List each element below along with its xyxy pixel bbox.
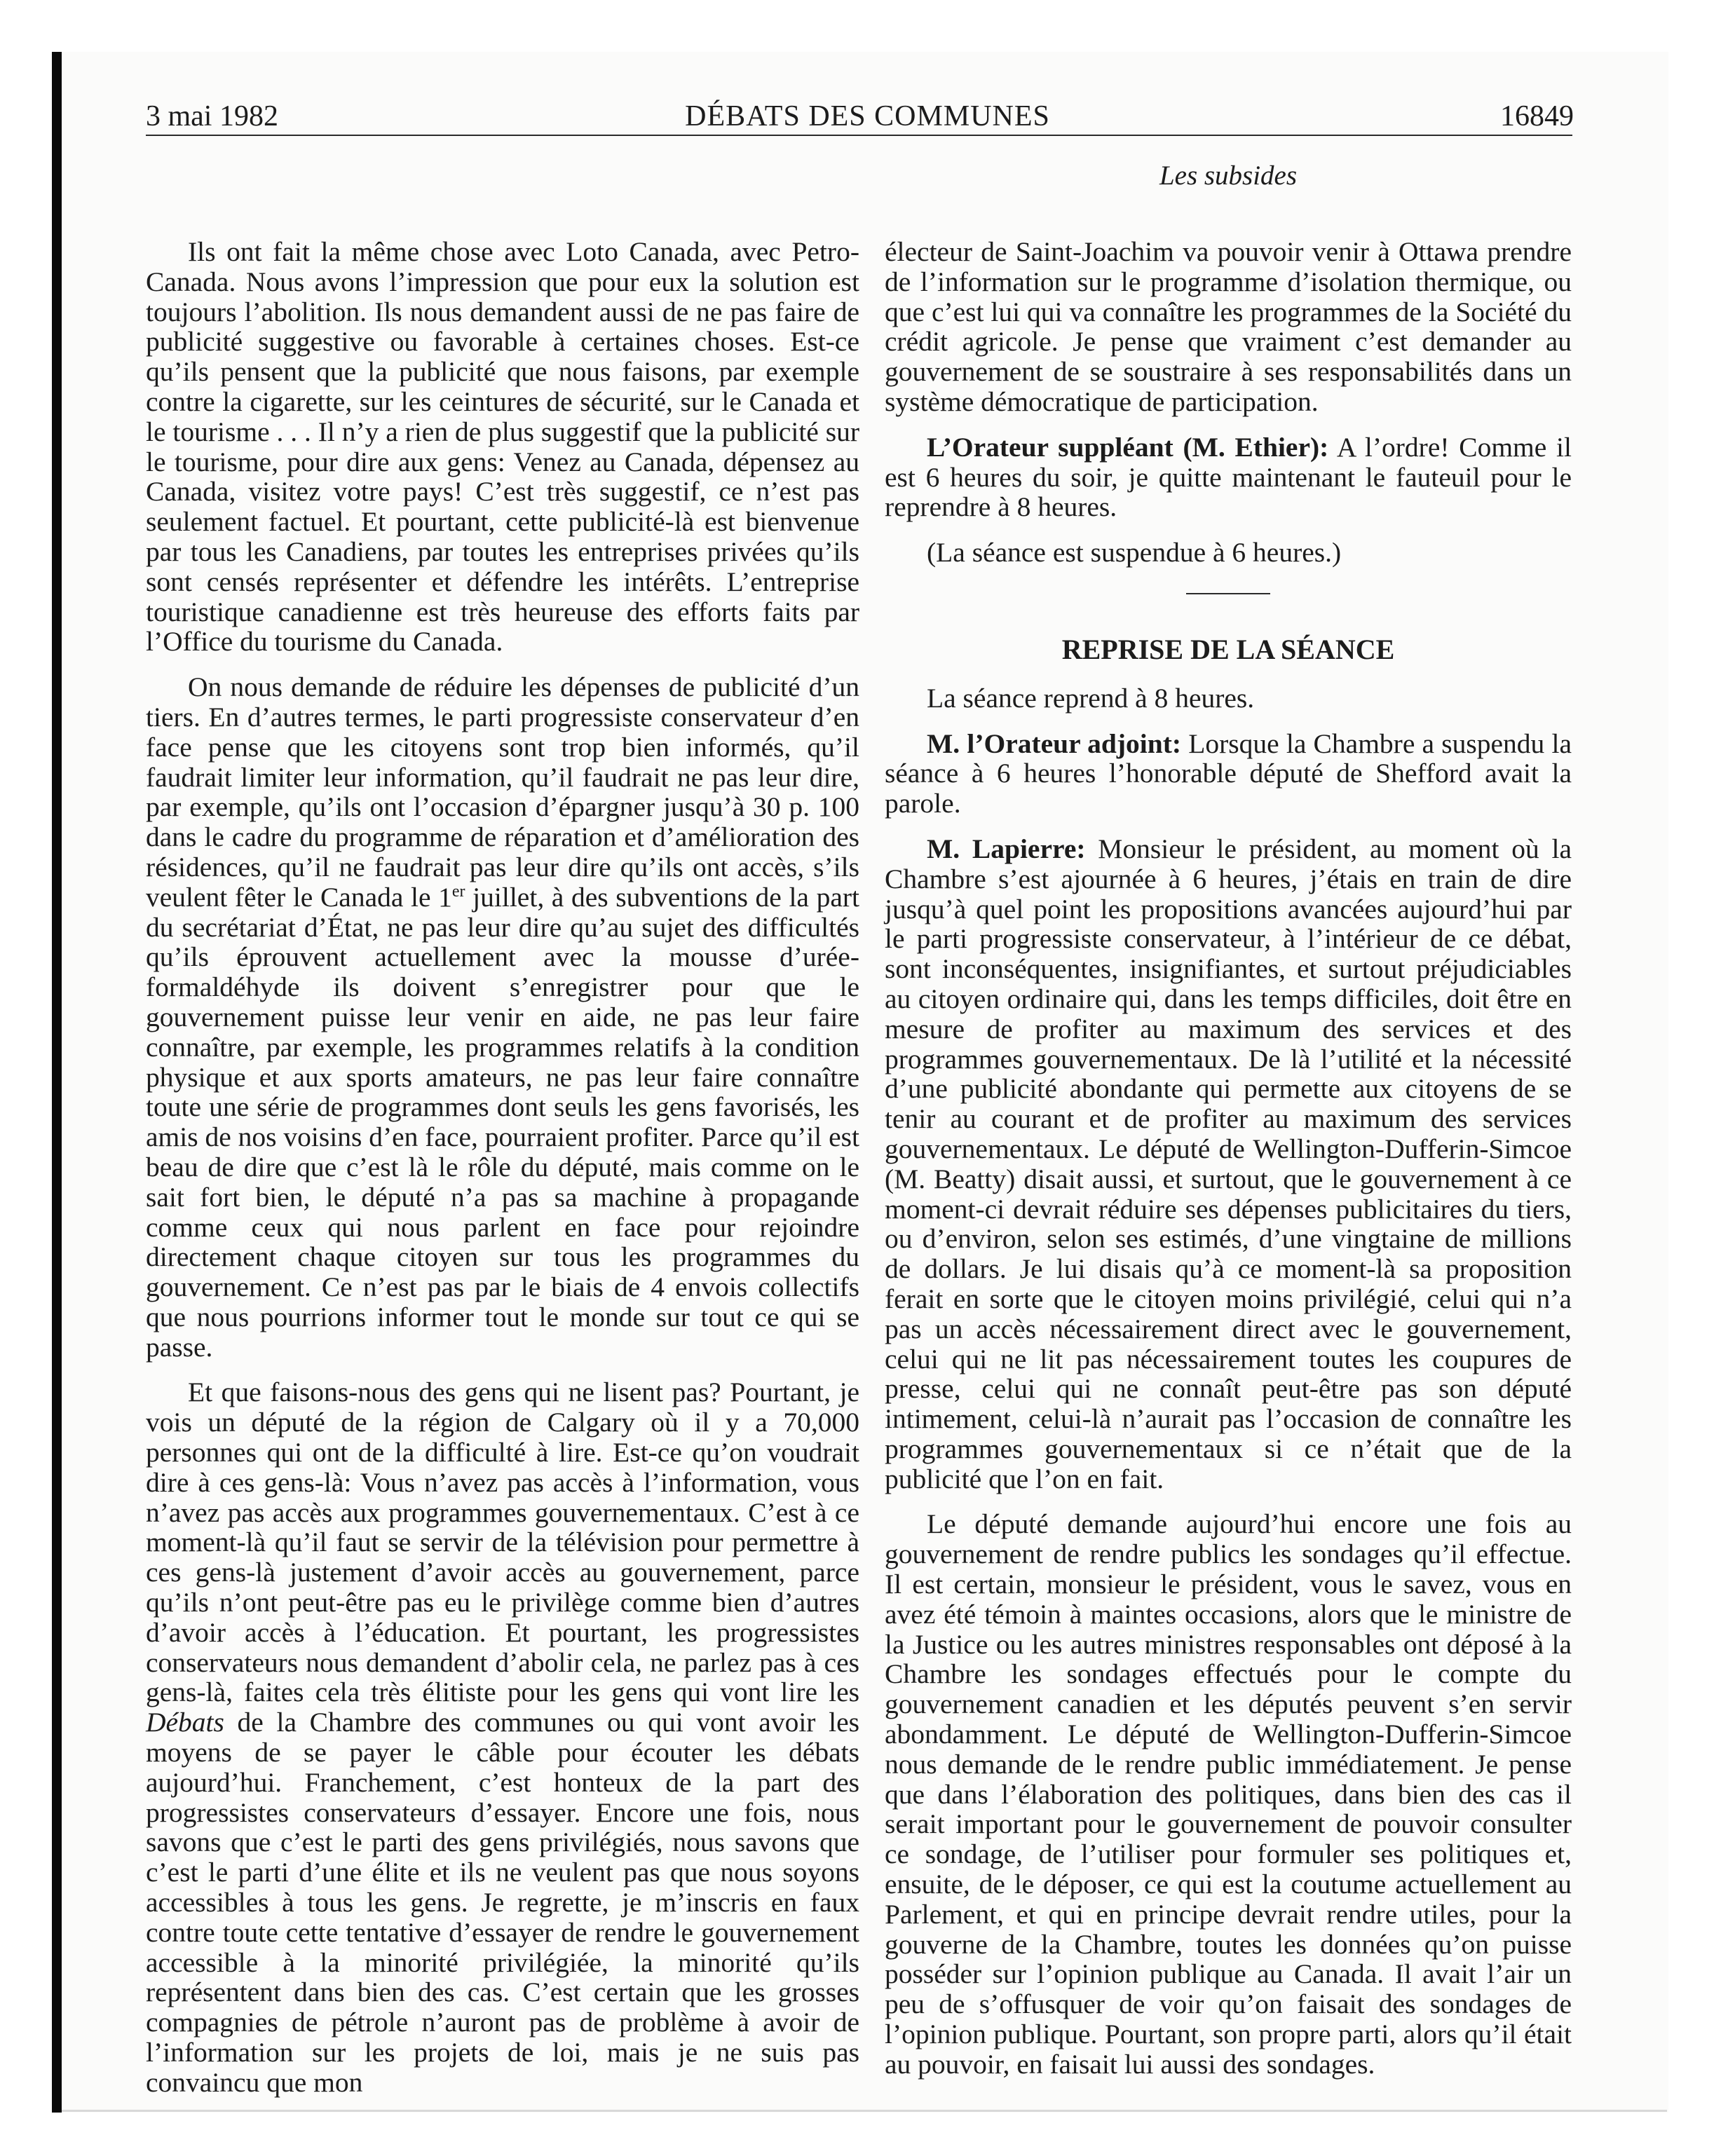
paragraph [885, 432, 1572, 522]
paragraph: (La séance est suspendue à 6 heures.) [927, 537, 1342, 568]
section-divider [1186, 593, 1270, 594]
section-title: REPRISE DE LA SÉANCE [1061, 633, 1395, 665]
paragraph-text: de la Chambre des communes ou qui vont avoir les moyens de se payer le câble pour écouter les débats aujourd’hui. Franchement, c’est honteux de la part des progressistes conservateurs d’essayer. Encore une fois, nous savons que c’est le parti des gens privilégiés, nous savons que c’est le parti d’une élite et ils ne veulent pas que nous soyons accessibles à tous les gens. Je regrette, je m’inscris en faux contre toute cette tentative d’essayer de rendre le gouvernement accessible à la minorité privilégiée, la minorité qu’ils représentent dans bien des cas. C’est certain que les grosses compagnies de pétrole n’auront pas de problème à avoir de l’information sur les projets de loi, mais je ne suis pas convaincu que mon [146, 1707, 859, 2098]
header-date: 3 mai 1982 [146, 100, 278, 132]
speaker-name: M. l’Orateur adjoint: [927, 728, 1182, 759]
paragraph-text: Monsieur le président, au moment où la Chambre s’est ajournée à 6 heures, j’étais en train de dire jusqu’à quel point les propositions avancées aujourd’hui par le parti progressiste conservateur, à l’intérieur de ce débat, sont inconséquentes, insignifiantes, et surtout préjudiciables au citoyen ordinaire qui, dans les temps difficiles, doit être en mesure de profiter au maximum des services et des programmes gouvernementaux. De là l’utilité et la nécessité d’une publicité abondante qui permette aux citoyens de se tenir au courant et de profiter au maximum des services gouvernementaux. Le député de Wellington-Dufferin-Simcoe (M. Beatty) disait aussi, et surtout, que le gouvernement à ce moment-ci devrait réduire ses dépenses publicitaires du tiers, ou d’environ, selon ses estimés, d’une vingtaine de millions de dollars. Je lui disais qu’à ce moment-là sa proposition ferait en sorte que le citoyen moins privilégié, celui qui n’a pas un accès nécessairement direct avec le gouvernement, celui qui ne lit pas nécessairement toutes les coupures de presse, celui qui ne connaît peut-être pas son député intimement, celui-là n’aurait pas l’occasion de connaître les programmes gouvernementaux si ce n’était que de la publicité que l’on en fait. [885, 833, 1572, 1494]
paragraph [146, 672, 859, 1362]
speaker-name: L’Orateur suppléant (M. Ethier): [927, 431, 1329, 463]
running-head: Les subsides [1159, 161, 1298, 191]
paragraph [885, 729, 1572, 819]
scan-edge-bar [52, 52, 62, 2113]
superscript: er [451, 882, 465, 901]
paragraph: Le député demande aujourd’hui encore une fois au gouvernement de rendre publics les sondages qu’il effectue. Il est certain, monsieur le président, vous le savez, vous en avez été témoin à maintes occasions, alors que le ministre de la Justice ou les autres ministres responsables ont déposé à la Chambre les sondages effectués pour le compte du gouvernement canadien et les députés peuvent s’en servir abondamment. Le député de Wellington-Dufferin-Simcoe nous demande de le rendre public immédiatement. Je pense que dans l’élaboration des politiques, dans bien des cas il serait important pour le gouvernement de pouvoir consulter ce sondage, de l’utiliser pour formuler ses politiques et, ensuite, de le déposer, ce qui est la coutume actuellement au Parlement, et qui en principe devrait rendre utiles, pour la gouverne de la Chambre, toutes les données qu’on puisse posséder sur l’opinion publique au Canada. Il avait l’air un peu de s’offusquer de voir qu’on faisait des sondages de l’opinion publique. Pourtant, son propre parti, alors qu’il était au pouvoir, en faisait lui aussi des sondages. [885, 1508, 1572, 2080]
paragraph-text: Lorsque la Chambre a suspendu la séance à 6 heures l’honorable député de Shefford avait la parole. [885, 728, 1572, 819]
paragraph [146, 1377, 859, 2097]
paragraph: Ils ont fait la même chose avec Loto Canada, avec Petro-Canada. Nous avons l’impression que pour eux la solution est toujours l’abolition. Ils nous demandent aussi de ne pas faire de publicité suggestive ou favorable à certaines choses. Est-ce qu’ils pensent que la publicité que nous faisons, par exemple contre la cigarette, sur les ceintures de sécurité, sur le Canada et le tourisme . . . Il n’y a rien de plus suggestif que la publicité sur le tourisme, pour dire aux gens: Venez au Canada, dépensez au Canada, visitez votre pays! C’est très suggestif, ce n’est pas seulement factuel. Et pourtant, cette publicité-là est bienvenue par tous les Canadiens, par toutes les entreprises privées qu’ils sont censés représenter et défendre les intérêts. L’entreprise touristique canadienne est très heureuse des efforts faits par l’Office du tourisme du Canada. [146, 236, 859, 657]
paragraph: La séance reprend à 8 heures. [927, 682, 1255, 714]
header-rule [146, 135, 1572, 136]
paragraph-text: Et que faisons-nous des gens qui ne lisent pas? Pourtant, je vois un député de la région de Calgary où il y a 70,000 personnes qui ont de la difficulté à lire. Est-ce qu’on voudrait dire à ces gens-là: Vous n’avez pas accès à l’information, vous n’avez pas accès aux programmes gouvernementaux. C’est à ce moment-là qu’il faut se servir de la télévision pour permettre à ces gens-là justement d’avoir accès au gouvernement, parce qu’ils n’ont peut-être pas eu le privilège comme bien d’autres d’avoir accès à l’éducation. Et pourtant, les progressistes conservateurs nous demandent d’abolir cela, ne parlez pas à ces gens-là, faites cela très élitiste pour les gens qui vont lire les [146, 1377, 859, 1708]
header-title: DÉBATS DES COMMUNES [685, 100, 1050, 132]
paragraph: électeur de Saint-Joachim va pouvoir venir à Ottawa prendre de l’information sur le programme d’isolation thermique, ou que c’est lui qui va connaître les programmes de la Société du crédit agricole. Je pense que vraiment c’est demander au gouvernement de se soustraire à ses responsabilités dans un système démocratique de participation. [885, 236, 1572, 417]
paragraph-text: A l’ordre! Comme il est 6 heures du soir, je quitte maintenant le fauteuil pour le reprendre à 8 heures. [885, 431, 1572, 523]
italic-title: Débats [146, 1707, 224, 1738]
paragraph-text: On nous demande de réduire les dépenses de publicité d’un tiers. En d’autres termes, le parti progressiste conservateur d’en face pense que les citoyens sont trop bien informés, qu’il faudrait limiter leur information, qu’il faudrait ne pas leur dire, par exemple, qu’ils ont l’occasion d’épargner jusqu’à 30 p. 100 dans le cadre du programme de réparation et d’amélioration des résidences, qu’il ne faudrait pas leur dire qu’ils ont accès, s’ils veulent fêter le Canada le 1 [146, 671, 859, 913]
left-column [146, 237, 859, 2113]
right-column [885, 237, 1572, 2095]
paragraph [885, 834, 1572, 1494]
speaker-name: M. Lapierre: [927, 833, 1086, 864]
page-number: 16849 [1500, 100, 1574, 132]
paragraph-text: juillet, à des subventions de la part du secrétariat d’État, ne pas leur dire qu’au sujet des difficultés qu’ils éprouvent actuellement avec la mousse d’urée-formaldéhyde ils doivent s’enregistrer pour que le gouvernement puisse leur venir en aide, ne pas leur faire connaître, par exemple, les programmes relatifs à la condition physique et aux sports amateurs, ne pas leur faire connaître toute une série de programmes dont seuls les gens favorisés, les amis de nos voisins d’en face, pourraient profiter. Parce qu’il est beau de dire que c’est là le rôle du député, mais comme on le sait fort bien, le député n’a pas sa machine à propagande comme ceux qui nous parlent en face pour rejoindre directement chaque citoyen sur tous les programmes du gouvernement. Ce n’est pas par le biais de 4 envois collectifs que nous pourrions informer tout le monde sur tout ce qui se passe. [146, 881, 859, 1363]
